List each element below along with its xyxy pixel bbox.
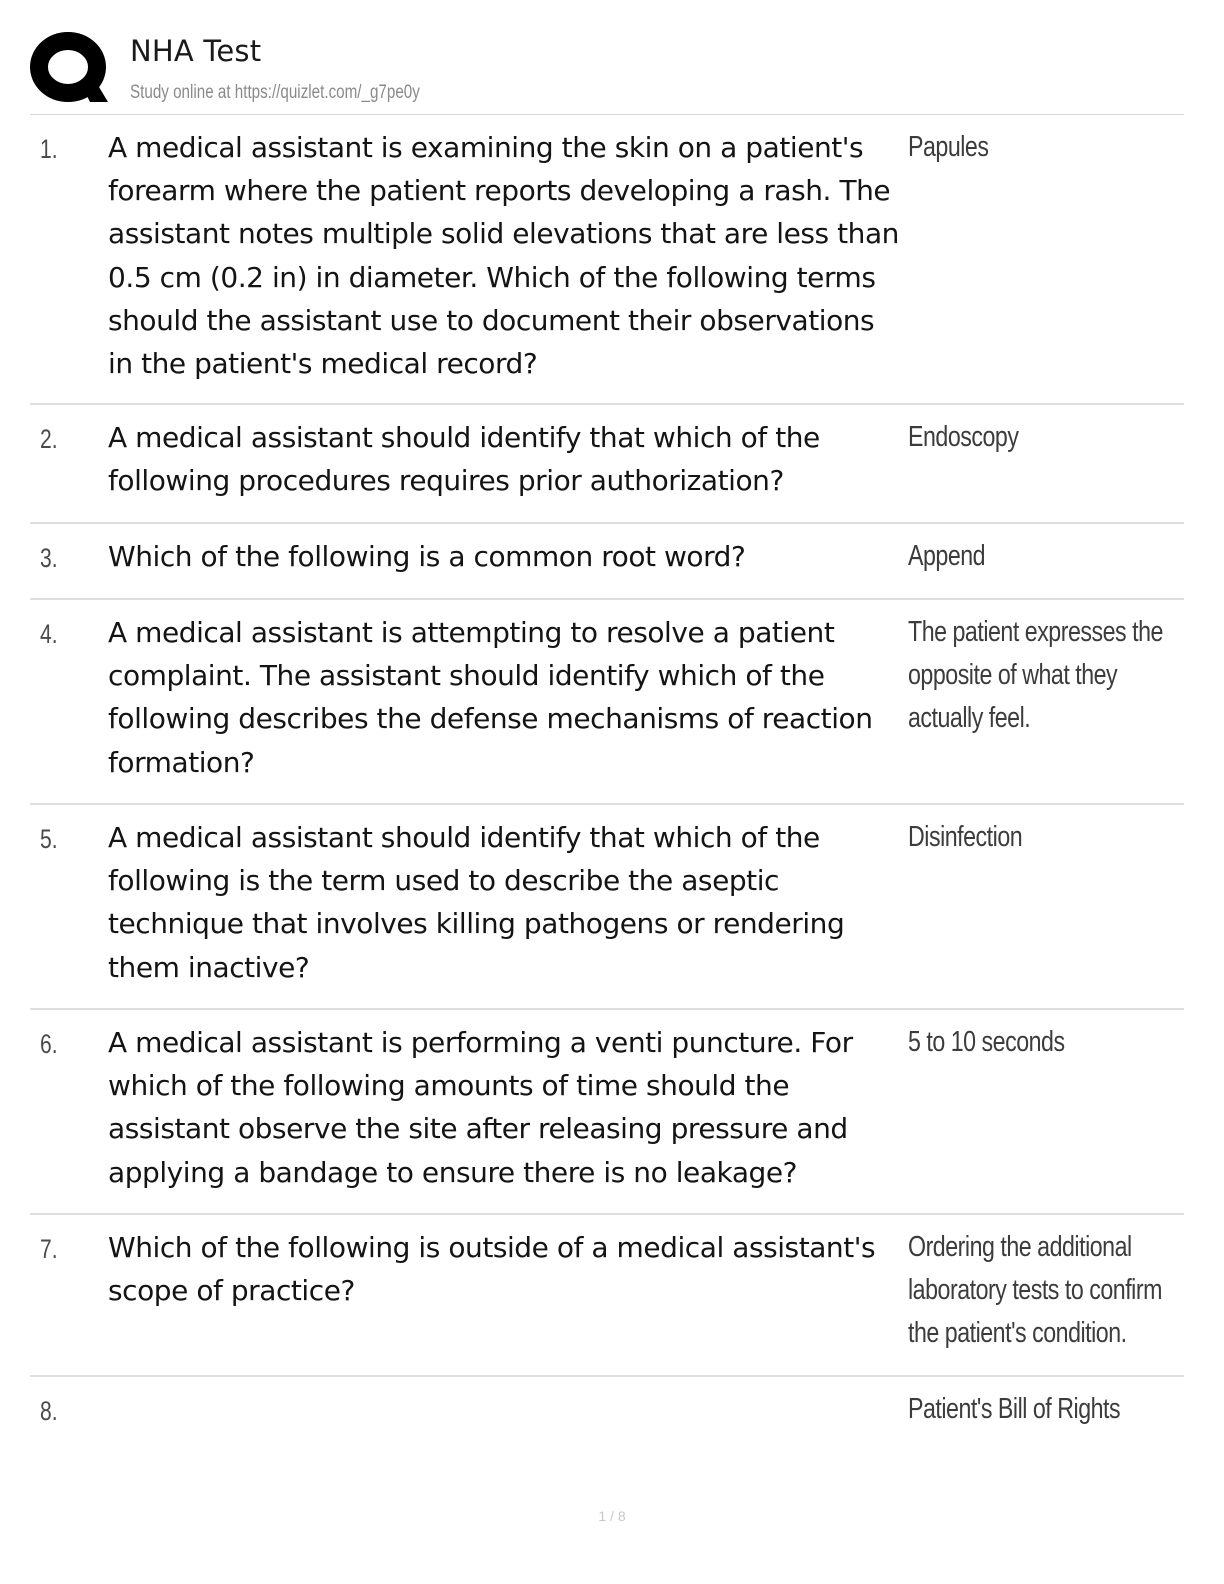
card-number: 6. [40,1029,58,1059]
card-definition: Disinfection [908,821,1023,853]
card-term: A medical assistant should identify that which of the following procedures requires prior authorization? [108,421,820,498]
flashcard-list [30,115,1184,1447]
card-term: Which of the following is outside of a medical assistant's scope of practice? [108,1231,876,1308]
card-number: 7. [40,1234,58,1264]
flashcard [30,1215,1184,1377]
card-number: 1. [40,134,58,164]
card-number: 4. [40,619,58,649]
card-definition: Endoscopy [908,421,1019,453]
card-term: A medical assistant is attempting to resolve a patient complaint. The assistant should identify which of the following describes the defense mechanisms of reaction formation? [108,616,873,779]
flashcard [30,405,1184,524]
card-term: A medical assistant should identify that which of the following is the term used to describe the aseptic technique that involves killing pathogens or rendering them inactive? [108,821,845,984]
card-definition: Append [908,540,986,572]
card-term: Which of the following is a common root word? [108,540,746,573]
card-term: A medical assistant is performing a venti puncture. For which of the following amounts of time should the assistant observe the site after releasing pressure and applying a bandage to ensure there is no leakage? [108,1026,853,1189]
card-number: 5. [40,824,58,854]
flashcard [30,115,1184,405]
study-online-link[interactable]: Study online at https://quizlet.com/_g7pe0y [130,82,420,103]
flashcard [30,1377,1184,1447]
page-header [30,30,1184,115]
card-definition: Ordering the additional laboratory tests to confirm the patient's condition. [908,1231,1162,1349]
flashcard [30,524,1184,600]
card-number: 3. [40,543,58,573]
card-definition: Patient's Bill of Rights [908,1393,1121,1425]
card-number: 8. [40,1396,58,1426]
quizlet-logo-icon [30,30,110,110]
flashcard [30,600,1184,805]
card-number: 2. [40,424,58,454]
page-number: 1 / 8 [598,1508,626,1524]
card-definition: 5 to 10 seconds [908,1026,1065,1058]
flashcard [30,1010,1184,1215]
card-definition: Papules [908,131,989,163]
card-definition: The patient expresses the opposite of what they actually feel. [908,616,1163,734]
card-term: A medical assistant is examining the skin on a patient's forearm where the patient reports developing a rash. The assistant notes multiple solid elevations that are less than 0.5 cm (0.2 in) in diameter. Which of the following terms should the assistant use to document their observations in the patient's medical record? [108,131,899,381]
flashcard [30,805,1184,1010]
document-title: NHA Test [130,34,262,68]
